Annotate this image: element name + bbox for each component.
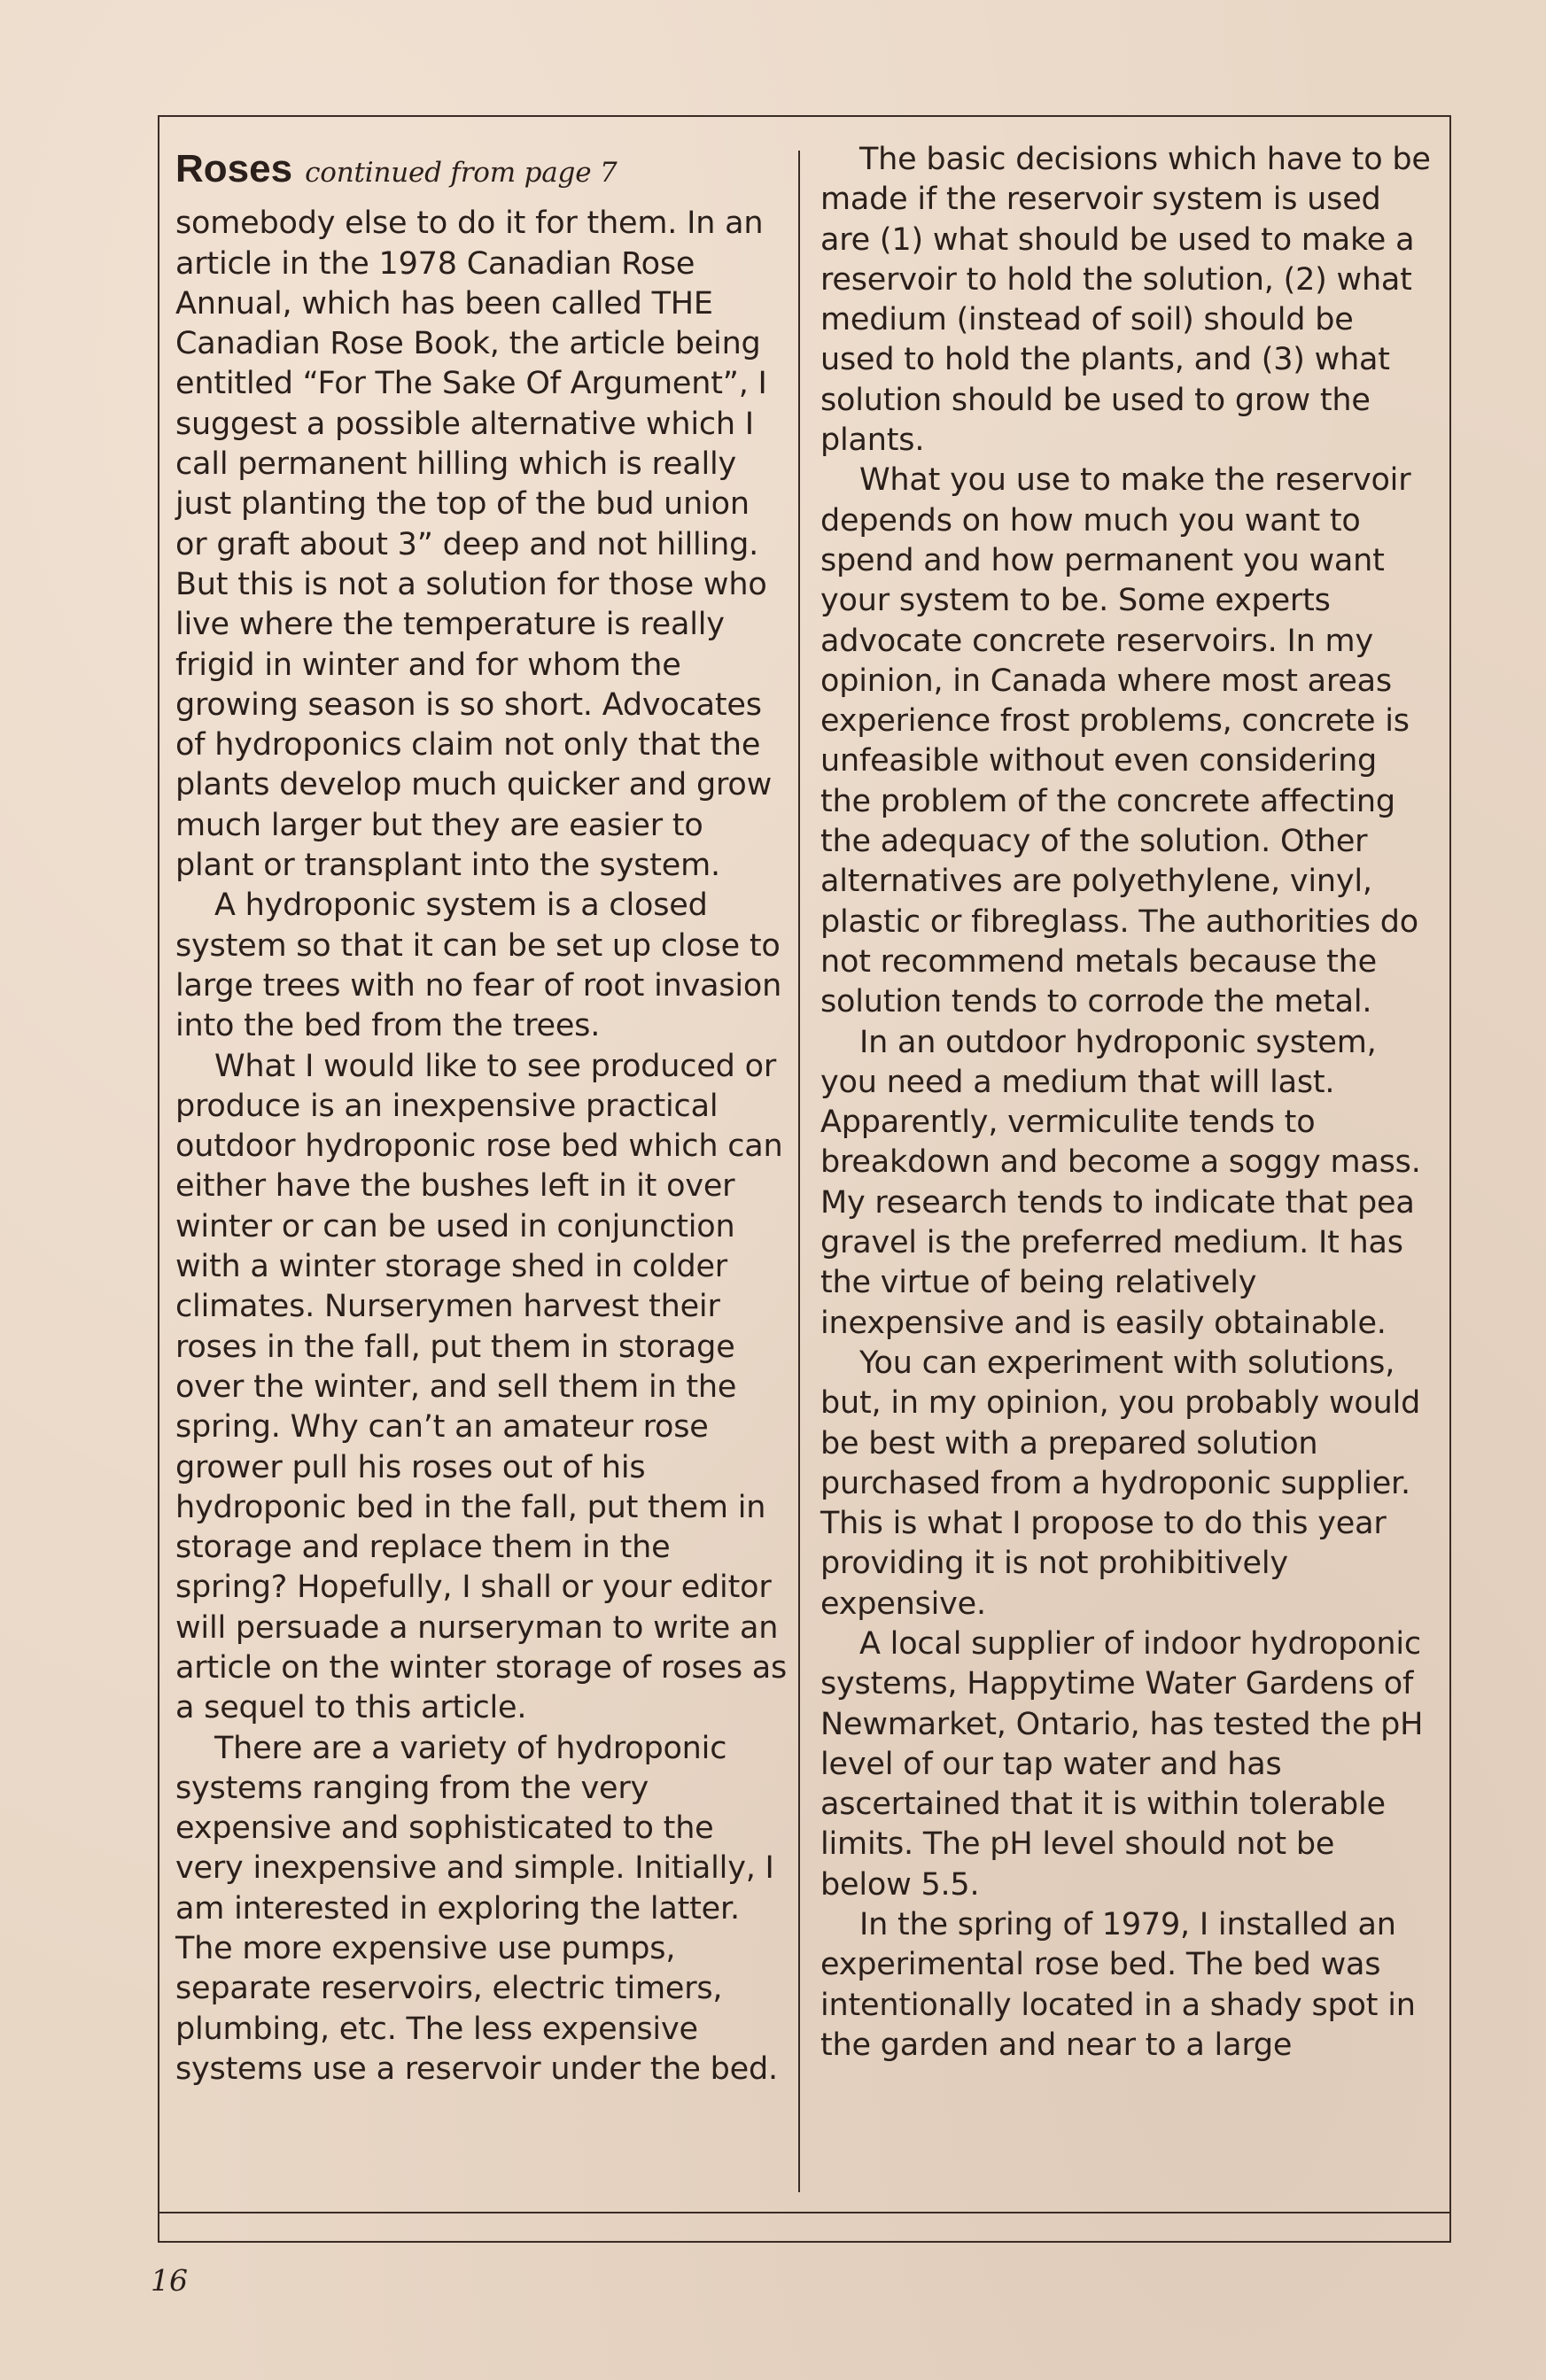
- bottom-rule: [158, 2212, 1451, 2213]
- column-divider: [798, 151, 800, 2192]
- article-heading: [175, 149, 789, 193]
- right-column: [820, 140, 1432, 2066]
- page-number: 16: [151, 2263, 188, 2298]
- right-paragraph-3: In an outdoor hydroponic system, you need a medium that will last. Apparently, vermiculite tends to breakdown and become a soggy mass. My research tends to indicate that pea gravel is the preferred medium. It has the virtue of being relatively inexpensive and is easily obtainable.: [820, 1024, 1421, 1341]
- left-paragraph-3: What I would like to see produced or produce is an inexpensive practical outdoor hydroponic rose bed which can either have the bushes left in it over winter or can be used in conjunction with a winter storage shed in colder climates. Nurserymen harvest their roses in the fall, put them in storage over the winter, and sell them in the spring. Why can’t an amateur rose grower pull his roses out of his hydroponic bed in the fall, put them in storage and replace them in the spring? Hopefully, I shall or your editor will persuade a nurseryman to write an article on the winter storage of roses as a sequel to this article.: [175, 1048, 788, 1726]
- right-paragraph-6: In the spring of 1979, I installed an experimental rose bed. The bed was intentionally located in a shady spot in the garden and near to a large: [820, 1907, 1416, 2063]
- left-paragraph-1: somebody else to do it for them. In an article in the 1978 Canadian Rose Annual, which has been called THE Canadian Rose Book, the article being entitled “For The Sake Of Argument”, I suggest a possible alternative which I call permanent hilling which is really just planting the top of the bud union or graft about 3” deep and not hilling. But this is not a solution for those who live where the temperature is really frigid in winter and for whom the growing season is so short. Advocates of hydroponics claim not only that the plants develop much quicker and grow much larger but they are easier to plant or transplant into the system.: [175, 205, 773, 884]
- right-paragraph-1: The basic decisions which have to be made if the reservoir system is used are (1) what should be used to make a reservoir to hold the solution, (2) what medium (instead of soil) should be used to hold the plants, and (3) what solution should be used to grow the plants.: [820, 142, 1431, 459]
- right-paragraph-2: What you use to make the reservoir depends on how much you want to spend and how permanent you want your system to be. Some experts advocate concrete reservoirs. In my opinion, in Canada where most areas experience frost problems, concrete is unfeasible without even considering the problem of the concrete affecting the adequacy of the solution. Other alternatives are polyethylene, vinyl, plastic or fibreglass. The authorities do not recommend metals because the solution tends to corrode the metal.: [820, 462, 1418, 1020]
- left-paragraph-4: There are a variety of hydroponic systems ranging from the very expensive and sophisticated to the very inexpensive and simple. Initially, I am interested in exploring the latter. The more expensive use pumps, separate reservoirs, electric timers, plumbing, etc. The less expensive systems use a reservoir under the bed.: [175, 1730, 778, 2087]
- right-paragraph-4: You can experiment with solutions, but, in my opinion, you probably would be best with a prepared solution purchased from a hydroponic supplier. This is what I propose to do this year providing it is not prohibitively expensive.: [820, 1345, 1421, 1622]
- continued-note: continued from page 7: [305, 157, 618, 189]
- left-paragraph-2: A hydroponic system is a closed system so that it can be set up close to large trees with no fear of root invasion into the bed from the trees.: [175, 888, 782, 1044]
- left-column: [175, 149, 789, 2089]
- right-paragraph-5: A local supplier of indoor hydroponic systems, Happytime Water Gardens of Newmarket, Ontario, has tested the pH level of our tap water and has ascertained that it is within tolerable limits. The pH level should not be below 5.5.: [820, 1625, 1424, 1903]
- article-title: Roses: [175, 147, 293, 190]
